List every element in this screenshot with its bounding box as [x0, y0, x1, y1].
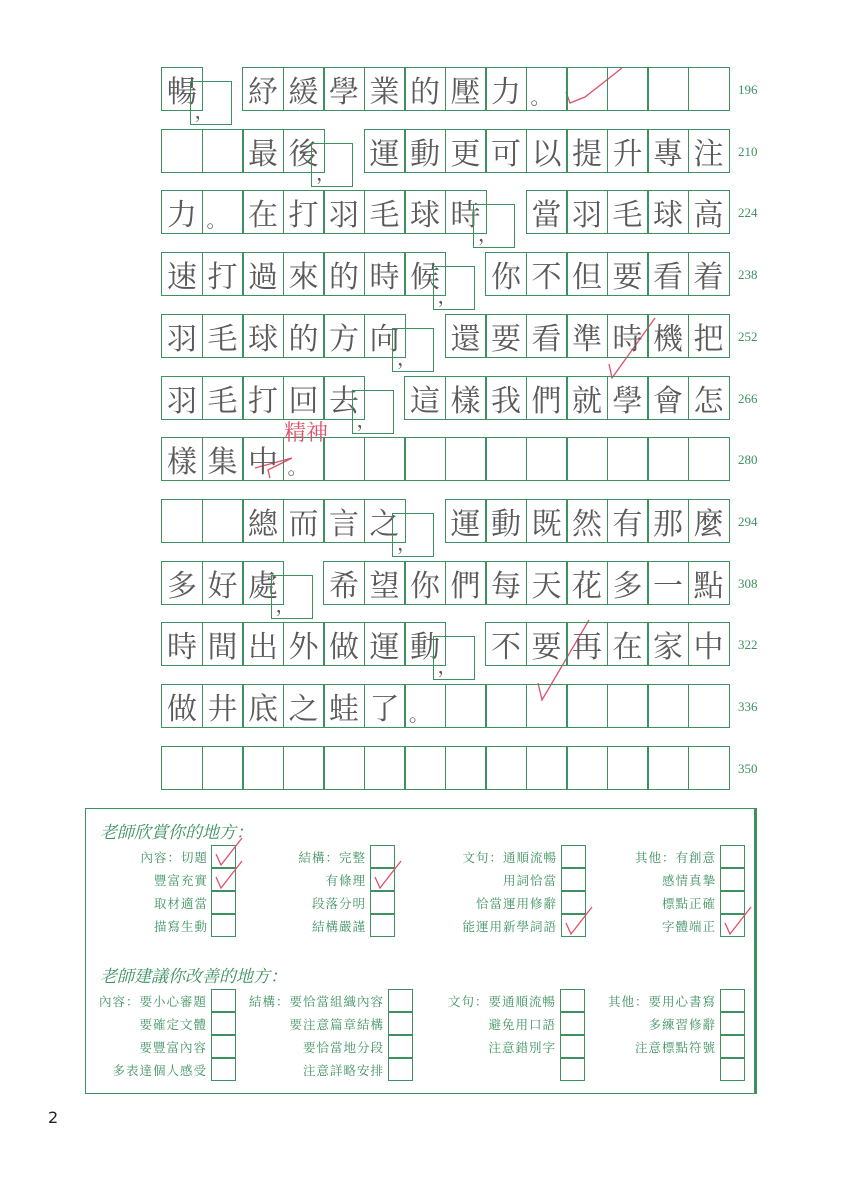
- grid-cell: 以: [526, 129, 568, 173]
- grid-cell: 羽: [161, 376, 203, 420]
- improve-checkbox[interactable]: [720, 989, 745, 1012]
- grid-cell: 。: [404, 684, 446, 728]
- grid-cell: 出: [242, 622, 284, 666]
- grid-cell: 運: [364, 129, 406, 173]
- grid-cell: 把: [688, 314, 730, 358]
- grid-cell: 壓: [445, 67, 487, 111]
- improve-item-label: 要用心書寫: [648, 994, 716, 1009]
- improve-item-label: 多練習修辭: [648, 1017, 716, 1032]
- grid-cell: 提: [566, 129, 608, 173]
- page-number: 2: [48, 1108, 59, 1127]
- appreciate-checkbox[interactable]: [720, 845, 745, 868]
- grid-cell: 怎: [688, 376, 730, 420]
- grid-cell: 候: [404, 252, 446, 296]
- improve-category: 文句：: [447, 994, 489, 1009]
- line-number: 196: [738, 82, 758, 97]
- grid-cell: [404, 437, 446, 481]
- grid-cell: 羽: [323, 190, 365, 234]
- check-mark-icon: [212, 861, 242, 891]
- improve-checkbox[interactable]: [211, 989, 236, 1012]
- grid-cell: 處: [242, 561, 284, 605]
- appreciate-label: [154, 871, 208, 889]
- grid-cell: 花: [566, 561, 608, 605]
- grid-cell: 要: [607, 252, 649, 296]
- grid-cell: 中: [688, 622, 730, 666]
- grid-cell: 蛙: [323, 684, 365, 728]
- grid-cell: 總: [242, 499, 284, 543]
- appreciate-label: [462, 848, 557, 866]
- grid-cell: [202, 499, 244, 543]
- grid-cell: [607, 746, 649, 790]
- grid-cell: 當: [526, 190, 568, 234]
- improve-checkbox[interactable]: [720, 1035, 745, 1058]
- appreciate-checkbox[interactable]: [561, 914, 586, 937]
- appreciate-checkbox[interactable]: [561, 868, 586, 891]
- line-number: 224: [738, 205, 758, 221]
- grid-cell: 準: [566, 314, 608, 358]
- grid-cell: [485, 746, 527, 790]
- grid-cell: [688, 684, 730, 728]
- appreciate-item-label: 有條理: [325, 873, 366, 888]
- grid-cell: 樣: [445, 376, 487, 420]
- grid-cell: 要: [526, 622, 568, 666]
- grid-cell: ，: [190, 81, 232, 125]
- appreciate-category: 文句：: [462, 850, 503, 865]
- grid-cell: 多: [607, 561, 649, 605]
- appreciate-label: [325, 871, 366, 889]
- improve-category: 結構：: [248, 994, 290, 1009]
- appreciate-item-label: 有創意: [675, 850, 716, 865]
- appreciate-label: [635, 848, 716, 866]
- grid-cell: 天: [526, 561, 568, 605]
- line-number: 294: [738, 513, 758, 529]
- grid-cell: 多: [161, 561, 203, 605]
- improve-label: [99, 992, 207, 1010]
- grid-cell: 時: [364, 252, 406, 296]
- grid-cell: 學: [323, 67, 365, 111]
- line-number: 238: [738, 267, 758, 283]
- grid-cell: 向: [364, 314, 406, 358]
- grid-cell: 做: [323, 622, 365, 666]
- grid-cell: ，: [271, 575, 313, 619]
- grid-cell: 時: [445, 190, 487, 234]
- appreciate-checkbox[interactable]: [561, 845, 586, 868]
- improve-label: [488, 1038, 556, 1056]
- grid-cell: 的: [323, 252, 365, 296]
- grid-cell: 。: [526, 67, 568, 111]
- grid-cell: [566, 746, 608, 790]
- grid-cell: 打: [283, 190, 325, 234]
- grid-cell: 紓: [242, 67, 284, 111]
- grid-cell: 好: [202, 561, 244, 605]
- appreciate-item-label: 豐富充實: [153, 873, 208, 888]
- grid-cell: ，: [311, 143, 353, 187]
- grid-cell: 動: [404, 622, 446, 666]
- grid-cell: 會: [647, 376, 689, 420]
- improve-label: [139, 1015, 207, 1033]
- grid-cell: 方: [323, 314, 365, 358]
- grid-cell: [566, 67, 608, 111]
- improve-label: [249, 992, 384, 1010]
- grid-cell: 不: [526, 252, 568, 296]
- improve-item-label: 要恰當組織內容: [289, 994, 384, 1009]
- grid-cell: 們: [526, 376, 568, 420]
- appreciate-checkbox[interactable]: [370, 868, 395, 891]
- grid-cell: [161, 499, 203, 543]
- grid-cell: 了: [364, 684, 406, 728]
- grid-cell: 不: [485, 622, 527, 666]
- improve-item-label: 要恰當地分段: [302, 1040, 384, 1055]
- appreciate-label: [312, 894, 366, 912]
- improve-item-label: 注意詳略安排: [302, 1063, 384, 1078]
- improve-label: [448, 992, 556, 1010]
- line-number: 252: [738, 328, 758, 344]
- grid-cell: [647, 746, 689, 790]
- grid-cell: 之: [364, 499, 406, 543]
- appreciate-category: 內容：: [140, 850, 181, 865]
- appreciate-label: [662, 894, 716, 912]
- improve-item-label: 要豐富內容: [139, 1040, 207, 1055]
- improve-label: [289, 1015, 384, 1033]
- grid-cell: [485, 684, 527, 728]
- grid-cell: ，: [392, 513, 434, 557]
- improve-checkbox[interactable]: [211, 1012, 236, 1035]
- grid-cell: 在: [242, 190, 284, 234]
- grid-cell: 毛: [364, 190, 406, 234]
- grid-cell: ，: [433, 266, 475, 310]
- grid-cell: 機: [647, 314, 689, 358]
- grid-cell: 看: [526, 314, 568, 358]
- grid-cell: [161, 129, 203, 173]
- grid-cell: [404, 746, 446, 790]
- grid-cell: 間: [202, 622, 244, 666]
- grid-cell: 在: [607, 622, 649, 666]
- grid-cell: 去: [323, 376, 365, 420]
- appreciate-item-label: 結構嚴謹: [311, 919, 366, 934]
- grid-cell: [202, 129, 244, 173]
- appreciate-category: 結構：: [298, 850, 339, 865]
- improve-item-label: 要注意篇章結構: [289, 1017, 384, 1032]
- grid-cell: 時: [607, 314, 649, 358]
- grid-cell: 你: [485, 252, 527, 296]
- grid-cell: 回: [283, 376, 325, 420]
- grid-cell: [364, 437, 406, 481]
- appreciate-checkbox[interactable]: [370, 914, 395, 937]
- grid-cell: [607, 67, 649, 111]
- appreciate-item-label: 描寫生動: [153, 919, 208, 934]
- improve-label: [303, 1038, 384, 1056]
- appreciate-checkbox[interactable]: [720, 868, 745, 891]
- line-number: 266: [738, 390, 758, 406]
- improve-title: 老師建議你改善的地方：: [100, 967, 287, 987]
- improve-checkbox[interactable]: [560, 1058, 585, 1081]
- grid-cell: 時: [161, 622, 203, 666]
- grid-cell: 羽: [161, 314, 203, 358]
- grid-cell: 速: [161, 252, 203, 296]
- grid-cell: 做: [161, 684, 203, 728]
- grid-cell: [445, 684, 487, 728]
- appreciate-item-label: 用詞恰當: [502, 873, 557, 888]
- teacher-insertion-text: 精神: [284, 421, 329, 446]
- grid-cell: [647, 67, 689, 111]
- grid-cell: 這: [404, 376, 446, 420]
- appreciate-item-label: 通順流暢: [502, 850, 557, 865]
- grid-cell: 。: [202, 190, 244, 234]
- grid-cell: 中: [242, 437, 284, 481]
- line-number: 336: [738, 699, 758, 714]
- grid-cell: 有: [607, 499, 649, 543]
- grid-cell: [323, 437, 365, 481]
- improve-checkbox[interactable]: [388, 1012, 413, 1035]
- grid-cell: 升: [607, 129, 649, 173]
- grid-cell: 力: [485, 67, 527, 111]
- appreciate-checkbox[interactable]: [370, 891, 395, 914]
- appreciate-label: [662, 917, 716, 935]
- grid-cell: [202, 746, 244, 790]
- grid-cell: [607, 437, 649, 481]
- grid-cell: 就: [566, 376, 608, 420]
- grid-cell: 要: [485, 314, 527, 358]
- grid-cell: 暢: [161, 67, 203, 111]
- appreciate-label: [140, 848, 208, 866]
- grid-cell: [323, 746, 365, 790]
- grid-cell: [283, 746, 325, 790]
- appreciate-item-label: 能運用新學詞語: [462, 919, 557, 934]
- grid-cell: 着: [688, 252, 730, 296]
- improve-item-label: 要通順流暢: [488, 994, 556, 1009]
- improve-checkbox[interactable]: [560, 989, 585, 1012]
- line-number: 280: [738, 452, 758, 468]
- grid-cell: 學: [607, 376, 649, 420]
- grid-cell: 看: [647, 252, 689, 296]
- appreciate-item-label: 取材適當: [153, 896, 208, 911]
- grid-cell: 打: [242, 376, 284, 420]
- grid-cell: 的: [283, 314, 325, 358]
- grid-cell: 每: [485, 561, 527, 605]
- improve-label: [648, 1015, 716, 1033]
- grid-cell: 最: [242, 129, 284, 173]
- improve-item-label: 多表達個人感受: [112, 1063, 207, 1078]
- grid-cell: 羽: [566, 190, 608, 234]
- grid-cell: [485, 437, 527, 481]
- grid-cell: 高: [688, 190, 730, 234]
- improve-label: [635, 1038, 716, 1056]
- appreciate-item-label: 完整: [338, 850, 366, 865]
- grid-cell: 後: [283, 129, 325, 173]
- grid-cell: ，: [433, 636, 475, 680]
- improve-checkbox[interactable]: [720, 1012, 745, 1035]
- grid-cell: 球: [647, 190, 689, 234]
- appreciate-label: [154, 917, 208, 935]
- grid-cell: [647, 684, 689, 728]
- appreciate-checkbox[interactable]: [211, 891, 236, 914]
- grid-cell: 運: [364, 622, 406, 666]
- grid-cell: 更: [445, 129, 487, 173]
- appreciate-checkbox[interactable]: [211, 868, 236, 891]
- grid-cell: [526, 746, 568, 790]
- grid-cell: [688, 746, 730, 790]
- improve-checkbox[interactable]: [211, 1035, 236, 1058]
- grid-cell: 而: [283, 499, 325, 543]
- grid-cell: 的: [404, 67, 446, 111]
- appreciate-label: [462, 917, 557, 935]
- check-mark-icon: [371, 861, 401, 891]
- grid-cell: 緩: [283, 67, 325, 111]
- grid-cell: 但: [566, 252, 608, 296]
- grid-cell: 井: [202, 684, 244, 728]
- grid-cell: 毛: [202, 376, 244, 420]
- line-number: 308: [738, 575, 758, 591]
- grid-cell: [242, 746, 284, 790]
- grid-cell: 言: [323, 499, 365, 543]
- grid-cell: 們: [445, 561, 487, 605]
- grid-cell: ，: [473, 204, 515, 248]
- grid-cell: [445, 437, 487, 481]
- grid-cell: 注: [688, 129, 730, 173]
- grid-cell: [364, 746, 406, 790]
- improve-category: 其他：: [607, 994, 649, 1009]
- appreciate-label: [298, 848, 366, 866]
- grid-cell: 打: [202, 252, 244, 296]
- grid-cell: 。: [283, 437, 325, 481]
- grid-cell: [647, 437, 689, 481]
- grid-cell: 球: [404, 190, 446, 234]
- grid-cell: 毛: [202, 314, 244, 358]
- grid-cell: 一: [647, 561, 689, 605]
- grid-cell: 那: [647, 499, 689, 543]
- grid-cell: 然: [566, 499, 608, 543]
- appreciate-item-label: 字體端正: [661, 919, 716, 934]
- grid-cell: [526, 437, 568, 481]
- check-mark-icon: [721, 907, 751, 937]
- grid-cell: 外: [283, 622, 325, 666]
- grid-cell: ，: [392, 328, 434, 372]
- grid-cell: 家: [647, 622, 689, 666]
- grid-cell: 再: [566, 622, 608, 666]
- grid-cell: [161, 746, 203, 790]
- appreciate-category: 其他：: [634, 850, 676, 865]
- grid-cell: 球: [242, 314, 284, 358]
- grid-cell: [688, 67, 730, 111]
- grid-cell: 還: [445, 314, 487, 358]
- appreciate-item-label: 感情真摯: [661, 873, 716, 888]
- grid-cell: 運: [445, 499, 487, 543]
- grid-cell: 望: [364, 561, 406, 605]
- grid-cell: 動: [485, 499, 527, 543]
- grid-cell: 力: [161, 190, 203, 234]
- grid-cell: 可: [485, 129, 527, 173]
- grid-cell: 樣: [161, 437, 203, 481]
- check-mark-icon: [562, 907, 592, 937]
- grid-cell: ，: [352, 390, 394, 434]
- improve-label: [112, 1061, 207, 1079]
- grid-cell: 專: [647, 129, 689, 173]
- improve-checkbox[interactable]: [388, 989, 413, 1012]
- appreciate-checkbox[interactable]: [211, 914, 236, 937]
- appreciate-label: [503, 871, 557, 889]
- grid-cell: [566, 684, 608, 728]
- line-number: 210: [738, 143, 758, 159]
- appreciate-label: [312, 917, 366, 935]
- improve-checkbox[interactable]: [720, 1058, 745, 1081]
- grid-cell: 之: [283, 684, 325, 728]
- grid-cell: 毛: [607, 190, 649, 234]
- improve-checkbox[interactable]: [388, 1035, 413, 1058]
- grid-cell: 希: [323, 561, 365, 605]
- appreciate-checkbox[interactable]: [720, 914, 745, 937]
- improve-category: 內容：: [98, 994, 140, 1009]
- grid-cell: [445, 746, 487, 790]
- appreciate-item-label: 標點正確: [661, 896, 716, 911]
- grid-cell: [526, 684, 568, 728]
- grid-cell: 來: [283, 252, 325, 296]
- appreciate-item-label: 切題: [180, 850, 208, 865]
- grid-cell: 過: [242, 252, 284, 296]
- line-number: 322: [738, 637, 758, 653]
- appreciate-item-label: 段落分明: [311, 896, 366, 911]
- grid-cell: [688, 437, 730, 481]
- improve-label: [139, 1038, 207, 1056]
- line-number: 350: [738, 760, 758, 776]
- improve-item-label: 要確定文體: [139, 1017, 207, 1032]
- improve-item-label: 注意標點符號: [634, 1040, 716, 1055]
- appreciate-label: [476, 894, 557, 912]
- improve-item-label: 注意錯別字: [488, 1040, 556, 1055]
- improve-label: [608, 992, 716, 1010]
- appreciate-label: [662, 871, 716, 889]
- improve-label: [303, 1061, 384, 1079]
- appreciate-label: [154, 894, 208, 912]
- grid-cell: [566, 437, 608, 481]
- appreciate-title: 老師欣賞你的地方：: [100, 823, 253, 843]
- improve-checkbox[interactable]: [560, 1035, 585, 1058]
- grid-cell: 你: [404, 561, 446, 605]
- grid-cell: 既: [526, 499, 568, 543]
- grid-cell: [607, 684, 649, 728]
- improve-checkbox[interactable]: [560, 1012, 585, 1035]
- improve-item-label: 避免用口語: [488, 1017, 556, 1032]
- grid-cell: 我: [485, 376, 527, 420]
- grid-cell: 底: [242, 684, 284, 728]
- improve-label: [488, 1015, 556, 1033]
- appreciate-item-label: 恰當運用修辭: [475, 896, 557, 911]
- grid-cell: 點: [688, 561, 730, 605]
- grid-cell: 業: [364, 67, 406, 111]
- grid-cell: 麼: [688, 499, 730, 543]
- grid-cell: 集: [202, 437, 244, 481]
- improve-checkbox[interactable]: [211, 1058, 236, 1081]
- grid-cell: 動: [404, 129, 446, 173]
- improve-item-label: 要小心審題: [139, 994, 207, 1009]
- improve-checkbox[interactable]: [388, 1058, 413, 1081]
